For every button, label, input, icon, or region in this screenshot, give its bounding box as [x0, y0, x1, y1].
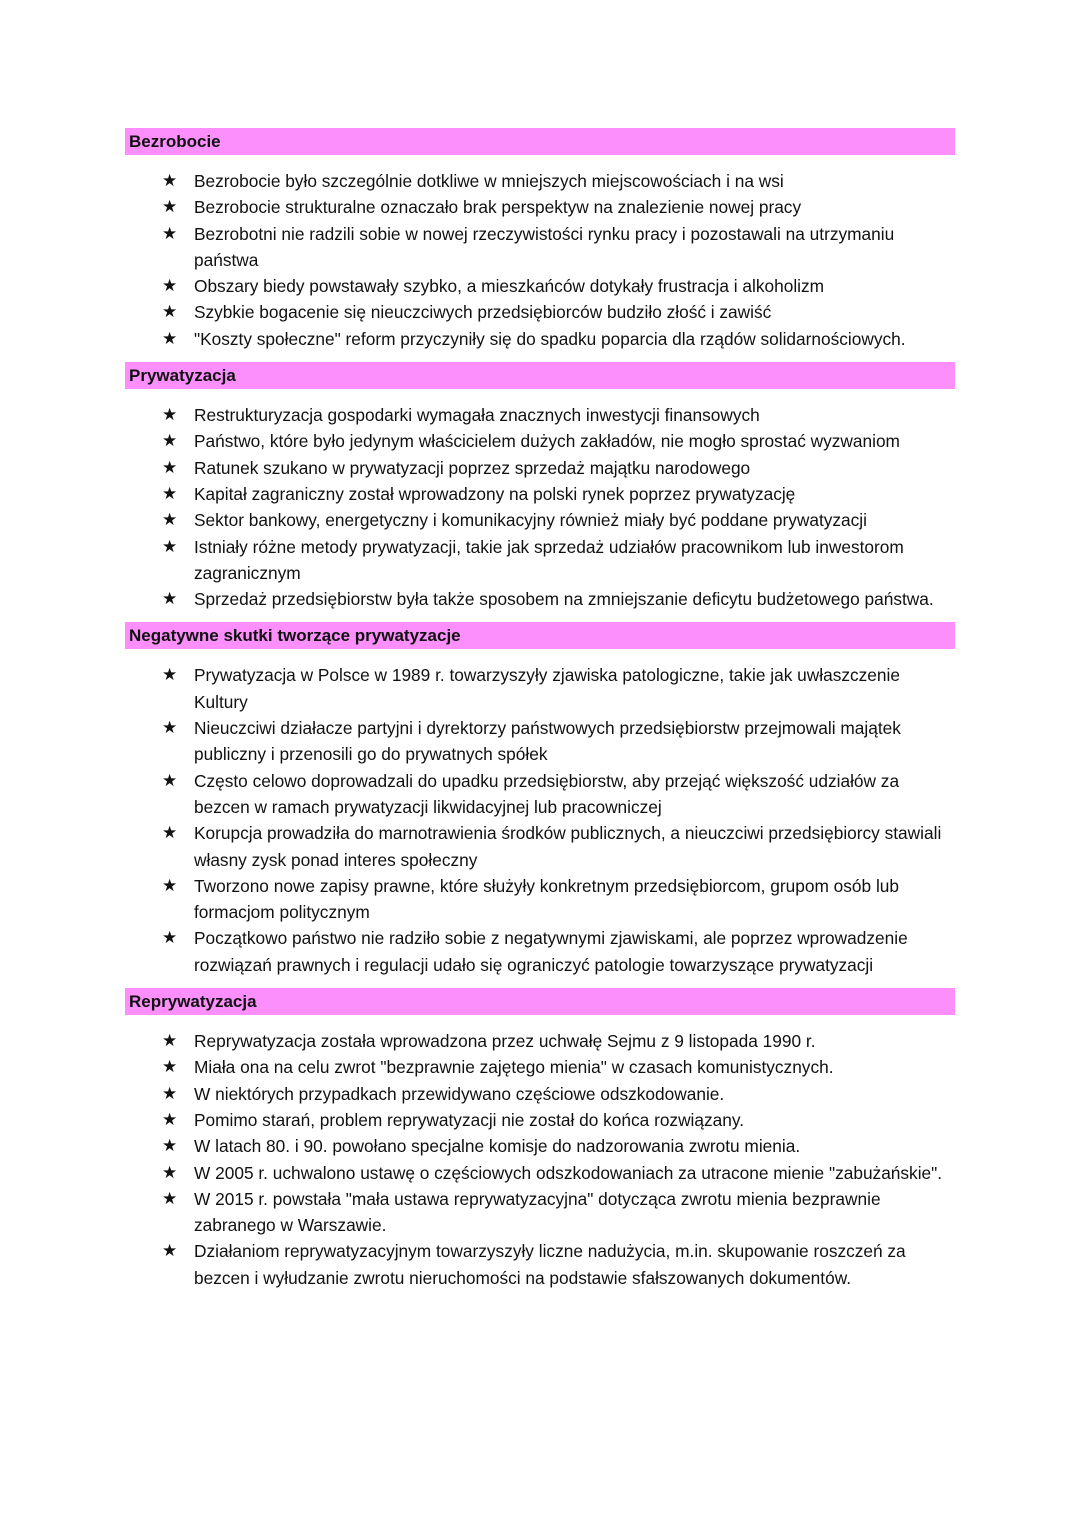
list-item-text: Szybkie bogacenie się nieuczciwych przedsiębiorców budziło złość i zawiść: [194, 302, 772, 323]
bullet-list: [125, 1028, 955, 1291]
list-item-text: Istniały różne metody prywatyzacji, takie jak sprzedaż udziałów pracownikom lub inwestorom zagranicznym: [194, 536, 904, 583]
star-icon: ★: [162, 718, 178, 738]
list-item-text: Sprzedaż przedsiębiorstw była także sposobem na zmniejszanie deficytu budżetowego państwa.: [194, 589, 934, 610]
list-item: [125, 455, 955, 481]
list-item: [125, 1054, 955, 1080]
star-icon: ★: [162, 197, 178, 217]
star-icon: ★: [162, 1057, 178, 1077]
list-item-text: Nieuczciwi działacze partyjni i dyrektorzy państwowych przedsiębiorstw przejmowali majątek publiczny i przenosili go do prywatnych spółek: [194, 718, 901, 765]
list-item-text: "Koszty społeczne" reform przyczyniły się do spadku poparcia dla rządów solidarnościowych.: [194, 328, 906, 349]
list-item-text: Obszary biedy powstawały szybko, a mieszkańców dotykały frustracja i alkoholizm: [194, 276, 825, 297]
list-item: [125, 428, 955, 454]
star-icon: ★: [162, 457, 178, 477]
list-item-text: Ratunek szukano w prywatyzacji poprzez sprzedaż majątku narodowego: [194, 457, 751, 478]
list-item-text: Działaniom reprywatyzacyjnym towarzyszyły liczne nadużycia, m.in. skupowanie roszczeń za bezcen i wyłudzanie zwrotu nieruchomości na podstawie sfałszowanych dokumentów.: [194, 1241, 906, 1288]
star-icon: ★: [162, 510, 178, 530]
list-item-text: W 2005 r. uchwalono ustawę o częściowych odszkodowaniach za utracone mienie "zabużańskie".: [194, 1162, 943, 1183]
bullet-list: [125, 402, 955, 612]
list-item-text: W 2015 r. powstała "mała ustawa reprywatyzacyjna" dotycząca zwrotu mienia bezprawnie zabranego w Warszawie.: [194, 1188, 881, 1236]
list-item-text: W niektórych przypadkach przewidywano częściowe odszkodowanie.: [194, 1083, 725, 1104]
star-icon: ★: [162, 875, 178, 895]
star-icon: ★: [162, 1083, 178, 1103]
list-item: [125, 299, 955, 325]
list-item-text: Prywatyzacja w Polsce w 1989 r. towarzyszyły zjawiska patologiczne, takie jak uwłaszczenie Kultury: [194, 665, 900, 712]
list-item: [125, 925, 955, 978]
list-item: [125, 1081, 955, 1107]
section-header: Reprywatyzacja: [125, 988, 955, 1015]
list-item-text: Korupcja prowadziła do marnotrawienia środków publicznych, a nieuczciwi przedsiębiorcy stawiali własny zysk ponad interes społeczny: [194, 823, 942, 870]
star-icon: ★: [162, 1241, 178, 1261]
list-item-text: Pomimo starań, problem reprywatyzacji nie został do końca rozwiązany.: [194, 1109, 745, 1130]
list-item: [125, 326, 955, 352]
section-header: Prywatyzacja: [125, 362, 955, 389]
list-item: [125, 507, 955, 533]
star-icon: ★: [162, 1136, 178, 1156]
list-item-text: Bezrobocie strukturalne oznaczało brak perspektyw na znalezienie nowej pracy: [194, 197, 802, 218]
star-icon: ★: [162, 589, 178, 609]
star-icon: ★: [162, 823, 178, 843]
section-header: Negatywne skutki tworzące prywatyzacje: [125, 622, 955, 649]
list-item-text: Państwo, które było jedynym właścicielem dużych zakładów, nie mogło sprostać wyzwaniom: [194, 431, 900, 452]
star-icon: ★: [162, 223, 178, 243]
star-icon: ★: [162, 302, 178, 322]
list-item-text: Kapitał zagraniczny został wprowadzony na polski rynek poprzez prywatyzację: [194, 483, 796, 504]
star-icon: ★: [162, 171, 178, 190]
list-item-text: Bezrobotni nie radzili sobie w nowej rzeczywistości rynku pracy i pozostawali na utrzymaniu państwa: [194, 223, 895, 270]
section-2: [125, 622, 955, 988]
list-item: [125, 820, 955, 873]
list-item-text: Restrukturyzacja gospodarki wymagała znacznych inwestycji finansowych: [194, 405, 760, 426]
star-icon: ★: [162, 928, 178, 948]
star-icon: ★: [162, 665, 178, 685]
list-item: [125, 168, 955, 194]
section-0: [125, 128, 955, 362]
bullet-list: [125, 168, 955, 352]
list-item: [125, 873, 955, 926]
star-icon: ★: [162, 328, 178, 348]
list-item: [125, 481, 955, 507]
star-icon: ★: [162, 536, 178, 556]
list-item: [125, 1133, 955, 1159]
list-item: [125, 1160, 955, 1186]
list-item-text: Tworzono nowe zapisy prawne, które służyły konkretnym przedsiębiorcom, grupom osób lub formacjom politycznym: [194, 875, 900, 923]
star-icon: ★: [162, 483, 178, 503]
list-item-text: Reprywatyzacja została wprowadzona przez uchwałę Sejmu z 9 listopada 1990 r.: [194, 1031, 816, 1052]
star-icon: ★: [162, 405, 178, 425]
list-item: [125, 402, 955, 428]
list-item: [125, 586, 955, 612]
section-header: Bezrobocie: [125, 128, 955, 155]
list-item-text: Sektor bankowy, energetyczny i komunikacyjny również miały być poddane prywatyzacji: [194, 510, 867, 531]
section-3: [125, 988, 955, 1301]
list-item: [125, 273, 955, 299]
star-icon: ★: [162, 276, 178, 296]
list-item: [125, 194, 955, 220]
star-icon: ★: [162, 1162, 178, 1182]
list-item-text: Często celowo doprowadzali do upadku przedsiębiorstw, aby przejąć większość udziałów za bezcen w ramach prywatyzacji likwidacyjnej lub pracowniczej: [194, 770, 900, 817]
list-item: [125, 221, 955, 274]
bullet-list: [125, 662, 955, 978]
list-item-text: Bezrobocie było szczególnie dotkliwe w mniejszych miejscowościach i na wsi: [194, 171, 784, 191]
list-item: [125, 1186, 955, 1239]
document: [125, 128, 955, 1301]
section-1: [125, 362, 955, 622]
list-item: [125, 768, 955, 821]
list-item-text: Miała ona na celu zwrot "bezprawnie zajętego mienia" w czasach komunistycznych.: [194, 1057, 834, 1078]
list-item: [125, 715, 955, 768]
star-icon: ★: [162, 1188, 178, 1208]
list-item-text: Początkowo państwo nie radziło sobie z negatywnymi zjawiskami, ale poprzez wprowadzenie rozwiązań prawnych i regulacji udało się ograniczyć patologie towarzyszące prywatyzacji: [194, 928, 908, 975]
star-icon: ★: [162, 431, 178, 451]
star-icon: ★: [162, 1031, 178, 1051]
star-icon: ★: [162, 1109, 178, 1129]
list-item: [125, 1238, 955, 1291]
star-icon: ★: [162, 770, 178, 790]
list-item: [125, 1107, 955, 1133]
list-item-text: W latach 80. i 90. powołano specjalne komisje do nadzorowania zwrotu mienia.: [194, 1136, 801, 1157]
list-item: [125, 534, 955, 587]
list-item: [125, 662, 955, 715]
list-item: [125, 1028, 955, 1054]
